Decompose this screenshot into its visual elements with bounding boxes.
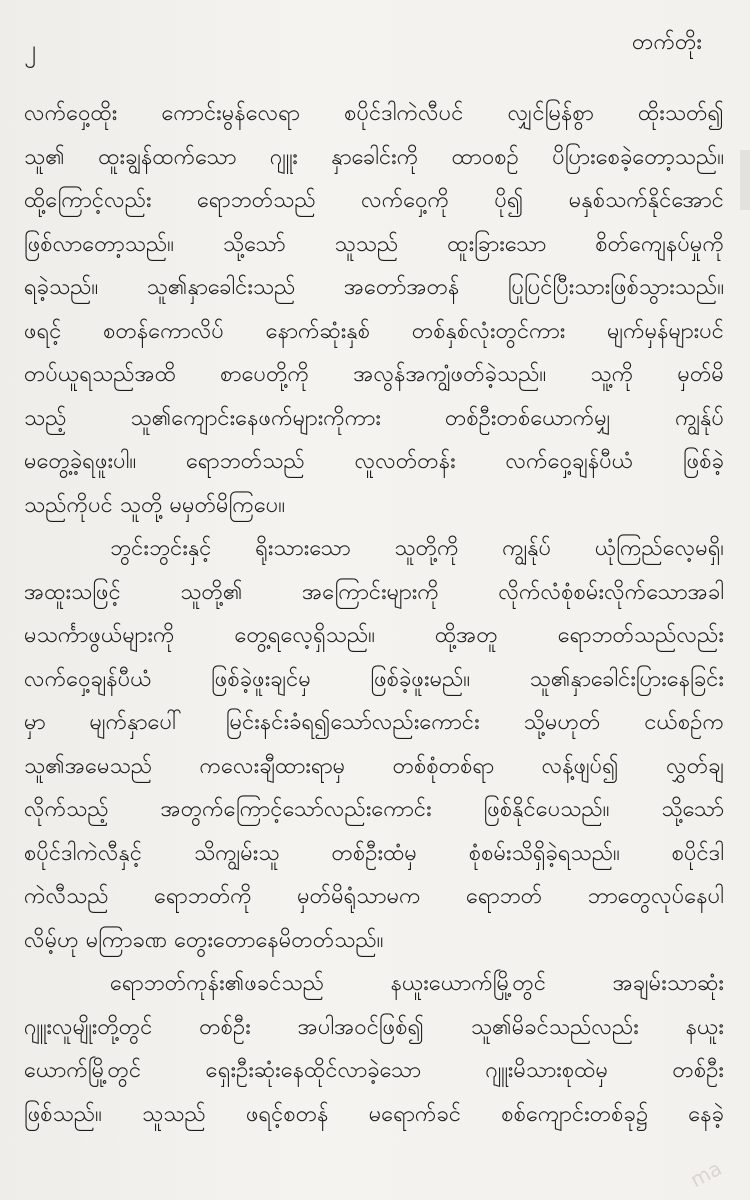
text-line: တပ်ယူရသည်အထိ စာပေတို့ကို အလွန်အကျွံဖတ်ခဲ့သည်။ သူ့ကို မှတ်မိ	[24, 362, 724, 387]
text-line: ယောက်မြို့တွင် ရှေးဦးဆုံးနေထိုင်လာခဲ့သော ဂျူးမိသားစုထဲမှ တစ်ဦး	[24, 1058, 724, 1083]
text-line: ဖြစ်လာတော့သည်။ သို့သော် သူသည် ထူးခြားသော စိတ်ကျေနပ်မှုကို	[24, 231, 724, 257]
text-line: သည်ကိုပင် သူတို့ မမှတ်မိကြပေ။	[24, 492, 285, 518]
paragraph	[24, 527, 724, 962]
text-line: လိမ့်ဟု မကြာခဏ တွေးတောနေမိတတ်သည်။	[24, 927, 384, 953]
text-line: မှာ မျက်နှာပေါ် မြင်းနင်းခံရ၍သော်လည်းကောင်း သို့မဟုတ် ငယ်စဉ်က	[24, 710, 724, 735]
text-line: ဂျူးလူမျိုးတို့တွင် တစ်ဦး အပါအဝင်ဖြစ်၍ သူ၏မိခင်သည်လည်း နယူး	[24, 1014, 724, 1040]
text-line: သူ၏ ထူးချွန်ထက်သော ဂျူး နှာခေါင်းကို ထာဝစဉ် ပိပြားစေခဲ့တော့သည်။	[24, 144, 724, 170]
text-line: အထူးသဖြင့် သူတို့၏ အကြောင်းများကို လိုက်လံစုံစမ်းလိုက်သောအခါ	[24, 579, 724, 605]
text-line: လက်ဝှေ့ချန်ပီယံ ဖြစ်ခဲ့ဖူးချင်မှ ဖြစ်ခဲ့ဖူးမည်။ သူ၏နှာခေါင်းပြားနေခြင်း	[24, 666, 724, 692]
text-line: သည့် သူ၏ကျောင်းနေဖက်များကိုကား တစ်ဦးတစ်ယောက်မျှ ကျွန်ုပ်	[24, 405, 724, 431]
text-line: လိုက်သည့် အတွက်ကြောင့်သော်လည်းကောင်း ဖြစ်နိုင်ပေသည်။ သို့သော်	[24, 797, 724, 822]
text-line: လက်ဝှေ့ထိုး ကောင်းမွန်လေရာ စပိုင်ဒါကဲလီပင် လျှင်မြန်စွာ ထိုးသတ်၍	[24, 101, 724, 126]
text-line: ကဲလီသည် ရောဘတ်ကို မှတ်မိရုံသာမက ရောဘတ် ဘာတွေလုပ်နေပါ	[24, 884, 724, 909]
page-edge-tab	[740, 150, 750, 210]
paragraph	[24, 92, 724, 527]
text-line: မသင်္ကာဖွယ်များကို တွေ့ရလေ့ရှိသည်။ ထို့အတူ ရောဘတ်သည်လည်း	[24, 623, 724, 648]
text-line: ဖရင့် စတန်ကောလိပ် နောက်ဆုံးနှစ် တစ်နှစ်လုံးတွင်ကား မျက်မှန်များပင်	[24, 318, 724, 344]
text-line: သူ၏အမေသည် ကလေးချီထားရာမှ တစ်စုံတစ်ရာ လန့်ဖျပ်၍ လွှတ်ချ	[24, 753, 724, 779]
running-header-title: တက်တိုး	[632, 30, 702, 55]
text-line: ဖြစ်သည်။ သူသည် ဖရင့်စတန် မရောက်ခင် စစ်ကျောင်းတစ်ခု၌ နေခဲ့	[24, 1101, 724, 1127]
text-line: ရခဲ့သည်။ သူ၏နှာခေါင်းသည် အတော်အတန် ပြုပြင်ပြီးသားဖြစ်သွားသည်။	[24, 275, 724, 300]
page-number: ၂	[24, 35, 36, 63]
paragraph	[24, 962, 724, 1136]
watermark-text: ma	[686, 1155, 726, 1193]
text-line: မတွေ့ခဲ့ရဖူးပါ။ ရောဘတ်သည် လူလတ်တန်း လက်ဝှေ့ချန်ပီယံ ဖြစ်ခဲ့	[24, 449, 724, 474]
body-text	[24, 92, 724, 1136]
text-line: ထို့ကြောင့်လည်း ရောဘတ်သည် လက်ဝှေ့ကို ပို၍ မနှစ်သက်နိုင်အောင်	[24, 188, 724, 213]
text-line: ရောဘတ်ကုန်း၏ဖခင်သည် နယူးယောက်မြို့တွင် အချမ်းသာဆုံး	[110, 971, 724, 996]
text-line: ဘွင်းဘွင်းနှင့် ရိုးသားသော သူတို့ကို ကျွန်ုပ် ယုံကြည်လေ့မရှိ၊	[110, 536, 724, 561]
text-line: စပိုင်ဒါကဲလီနှင့် သိကျွမ်းသူ တစ်ဦးထံမှ စုံစမ်းသိရှိခဲ့ရသည်။ စပိုင်ဒါ	[24, 840, 724, 866]
